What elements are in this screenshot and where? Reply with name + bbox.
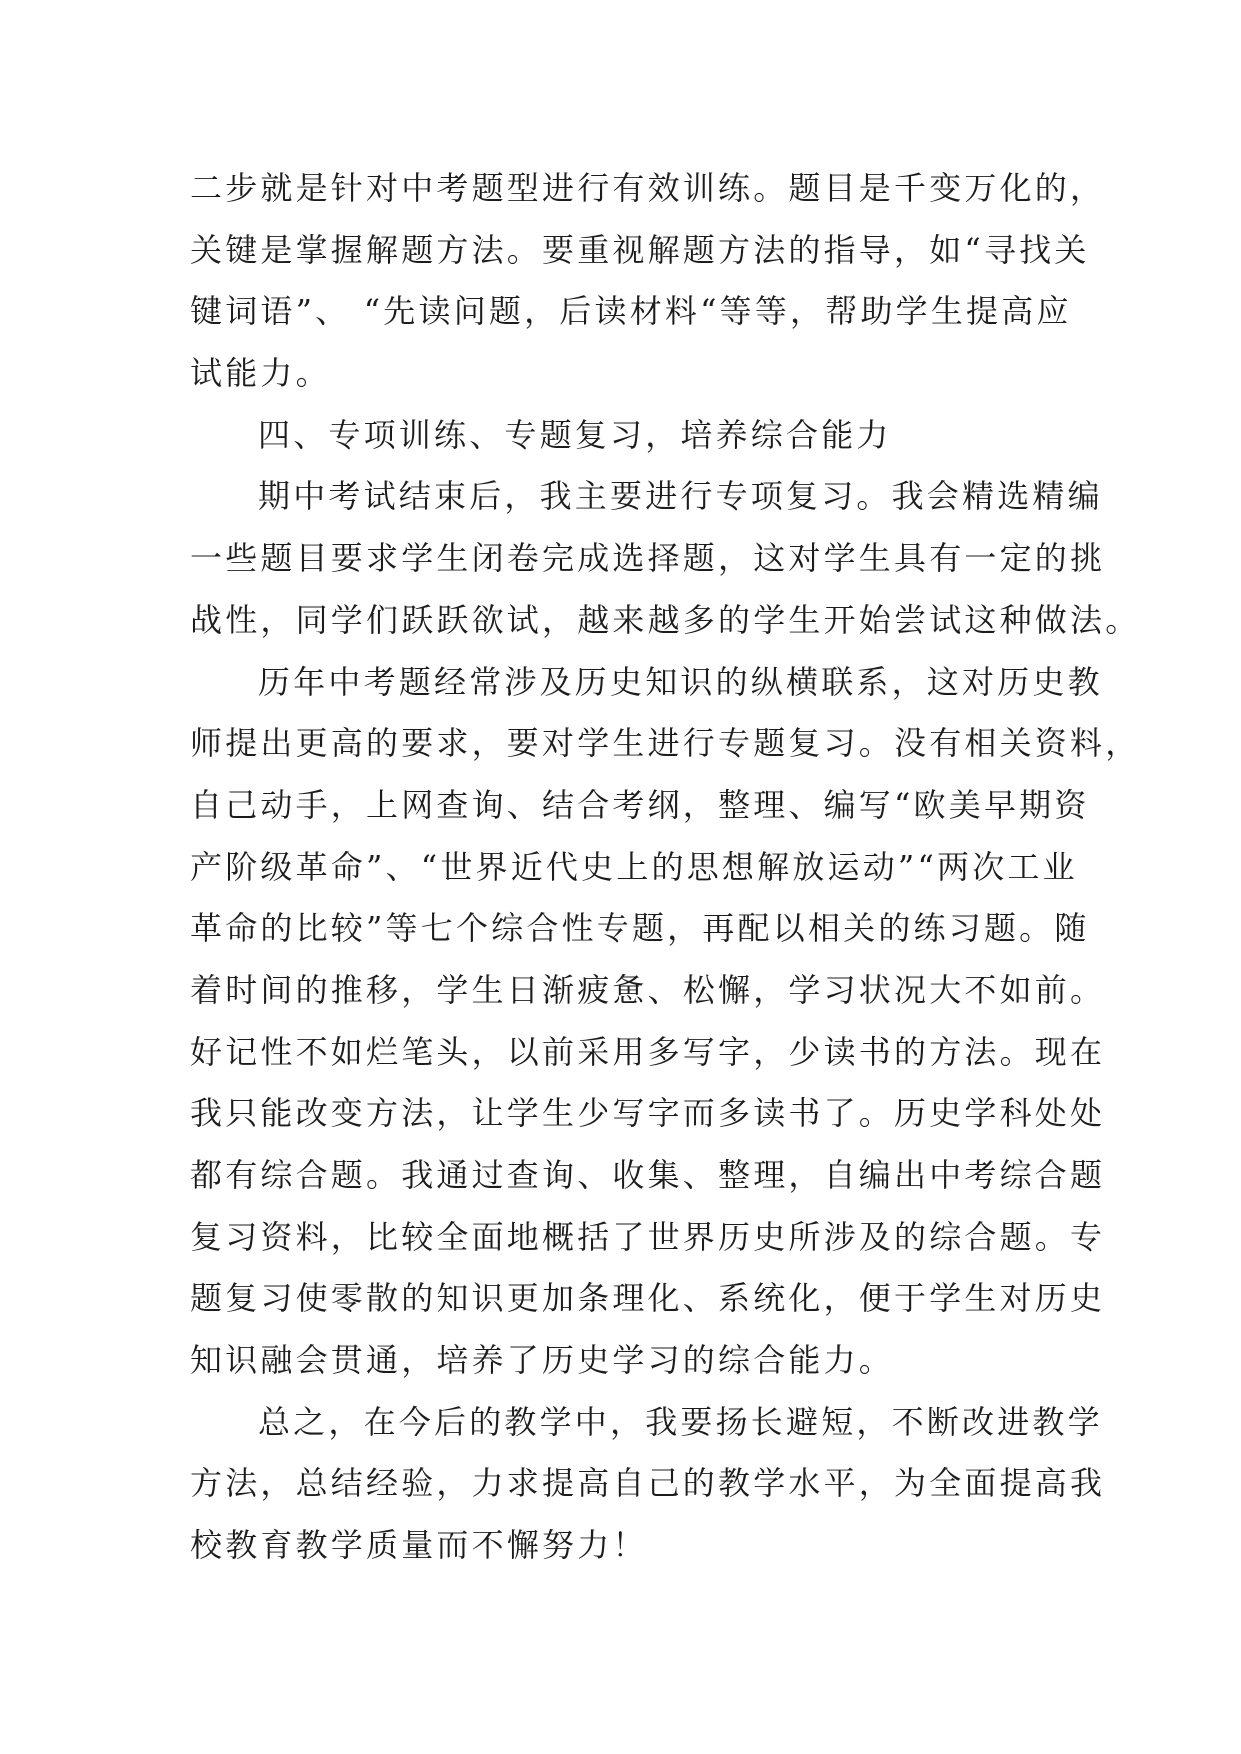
text-line: 战性，同学们跃跃欲试，越来越多的学生开始尝试这种做法。 [190,600,1141,639]
text-line: 关键是掌握解题方法。要重视解题方法的指导，如“寻找关 [190,230,1090,269]
text-line: 复习资料，比较全面地概括了世界历史所涉及的综合题。专 [190,1217,1106,1256]
text-line: 题复习使零散的知识更加条理化、系统化，便于学生对历史 [190,1279,1106,1318]
text-line: 产阶级革命”、“世界近代史上的思想解放运动”“两次工业 [190,847,1078,886]
text-line: 我只能改变方法，让学生少写字而多读书了。历史学科处处 [190,1094,1106,1133]
text-line: 方法，总结经验，力求提高自己的教学水平，为全面提高我 [190,1464,1106,1503]
text-line: 一些题目要求学生闭卷完成选择题，这对学生具有一定的挑 [190,539,1106,578]
text-line: 期中考试结束后，我主要进行专项复习。我会精选精编 [258,477,1103,516]
text-line: 革命的比较”等七个综合性专题，再配以相关的练习题。随 [190,909,1090,948]
text-line: 校教育教学质量而不懈努力！ [190,1526,648,1565]
text-line: 自己动手，上网查询、结合考纲，整理、编写“欧美早期资 [190,785,1090,824]
section-heading: 四、专项训练、专题复习，培养综合能力 [258,415,892,454]
text-line: 好记性不如烂笔头，以前采用多写字，少读书的方法。现在 [190,1032,1106,1071]
text-line: 都有综合题。我通过查询、收集、整理，自编出中考综合题 [190,1156,1106,1194]
text-line: 师提出更高的要求，要对学生进行专题复习。没有相关资料， [190,724,1141,763]
text-line: 总之，在今后的教学中，我要扬长避短，不断改进教学 [258,1402,1103,1441]
text-line: 键词语”、 “先读问题，后读材料“等等，帮助学生提高应 [190,292,1072,331]
document-body [190,158,1141,1577]
text-line: 二步就是针对中考题型进行有效训练。题目是千变万化的， [190,169,1106,207]
text-line: 着时间的推移，学生日渐疲惫、松懈，学习状况大不如前。 [190,970,1106,1009]
text-line: 试能力。 [190,354,331,393]
text-line: 历年中考题经常涉及历史知识的纵横联系，这对历史教 [258,662,1103,701]
text-line: 知识融会贯通，培养了历史学习的综合能力。 [190,1341,895,1380]
